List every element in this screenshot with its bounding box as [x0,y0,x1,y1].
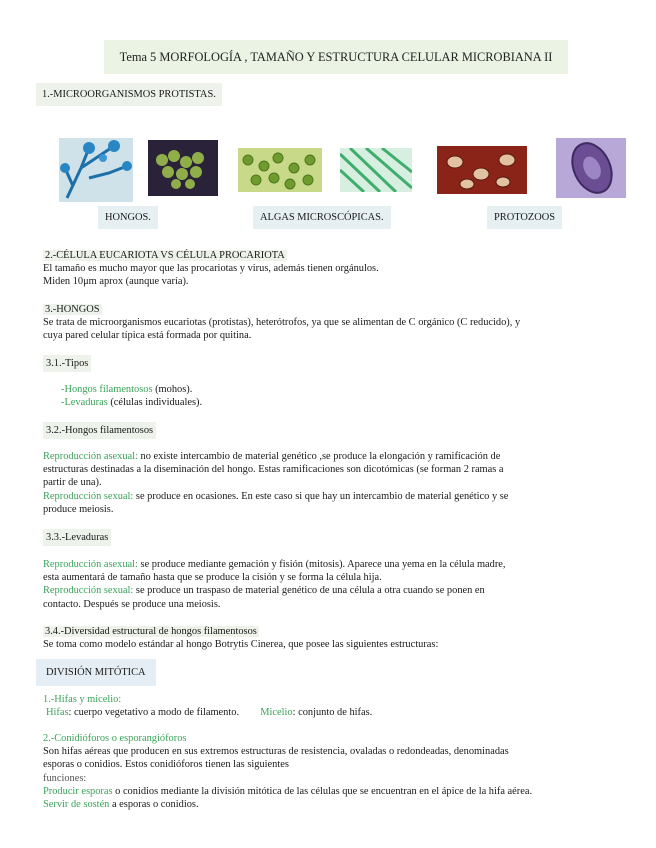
section-heading-eucariota: 2.-CÉLULA EUCARIOTA VS CÉLULA PROCARIOTA [45,250,285,261]
section-heading-filamentosos: 3.2.-Hongos filamentosos [43,424,156,437]
section-heading-protistas: 1.-MICROORGANISMOS PROTISTAS. [36,88,222,101]
levaduras-text: Reproducción asexual: se produce mediante gemación y fisión (mitosis). Aparece una yema en la célula madre, esta aumentará de tamaño hasta que se produce la cisión y se forma la célula hija. Reproducción sexual: se produce un traspaso de material genético de una célula a otra cuando se ponen en contacto. Después se produce una meiosis. [43,559,506,610]
conidioforos-section: 2.-Conidióforos o esporangióforos Son hifas aéreas que producen en sus extremos estructuras de resistencia, ovaladas o redondeadas, denominadas esporas o conidios. Estos conidióforos tienen las siguientes funciones: Producir esporas o conidios mediante la división mitótica de las células que se encuentran en el ápice de la hifa aérea. Servir de sostén a esporas o conidios. [43,732,623,811]
list-item: -Hongos filamentosos (mohos). [61,384,193,395]
paragraph-line: Se trata de microorganismos eucariotas (protistas), heterótrofos, ya que se alimentan de C orgánico (C reducido), y [43,317,521,329]
algae-image [238,148,322,192]
section-heading-tipos: 3.1.-Tipos [43,357,91,370]
list-item: -Levaduras (células individuales). [61,397,203,409]
section-heading-diversidad: 3.4.-Diversidad estructural de hongos filamentosos [45,626,257,637]
protozoa-image [437,146,527,194]
paragraph-line: cuya pared celular típica está formada por quitina. [43,330,252,342]
caption-algas: ALGAS MICROSCÓPICAS. [253,206,391,229]
caption-protozoos: PROTOZOOS [487,206,562,229]
paragraph-line: Miden 10μm aprox (aunque varía). [43,276,189,288]
section-diversidad [43,625,623,651]
filamentosos-text: Reproducción asexual: no existe intercambio de material genético ,se produce la elongación y ramificación de estructuras destinadas a la diseminación del hongo. Estas ramificaciones son dicotómicas (se forman 2 ramas a partir de una). Reproducción sexual: se produce en ocasiones. En este caso si que hay un intercambio de material genético y se produce meiosis. [43,451,509,515]
fungi-image-2 [148,140,218,196]
section-heading-levaduras: 3.3.-Levaduras [43,531,111,544]
tipos-list [61,383,202,409]
paragraph-line: Se toma como modelo estándar al hongo Botrytis Cinerea, que posee las siguientes estructuras: [43,639,439,651]
hifas-section: 1.-Hifas y micelio: Hifas: cuerpo vegetativo a modo de filamento. Micelio: conjunto de hifas. [43,693,623,719]
hifas-heading: 1.-Hifas y micelio: [43,694,122,705]
algae-image-2 [340,148,412,192]
fungi-image [59,138,133,202]
paragraph-line: El tamaño es mucho mayor que las procariotas y virus, además tienen orgánulos. [43,263,379,275]
page-title: Tema 5 MORFOLOGÍA , TAMAÑO Y ESTRUCTURA CELULAR MICROBIANA II [104,40,568,74]
protozoa-image-2 [556,138,626,198]
section-heading-hongos: 3.-HONGOS [45,304,100,315]
conidioforos-heading: 2.-Conidióforos o esporangióforos [43,733,187,744]
section-hongos [43,303,623,343]
division-mitotica-label: DIVISIÓN MITÓTICA [36,659,156,686]
caption-hongos: HONGOS. [98,206,158,229]
section-eucariota [43,249,623,289]
